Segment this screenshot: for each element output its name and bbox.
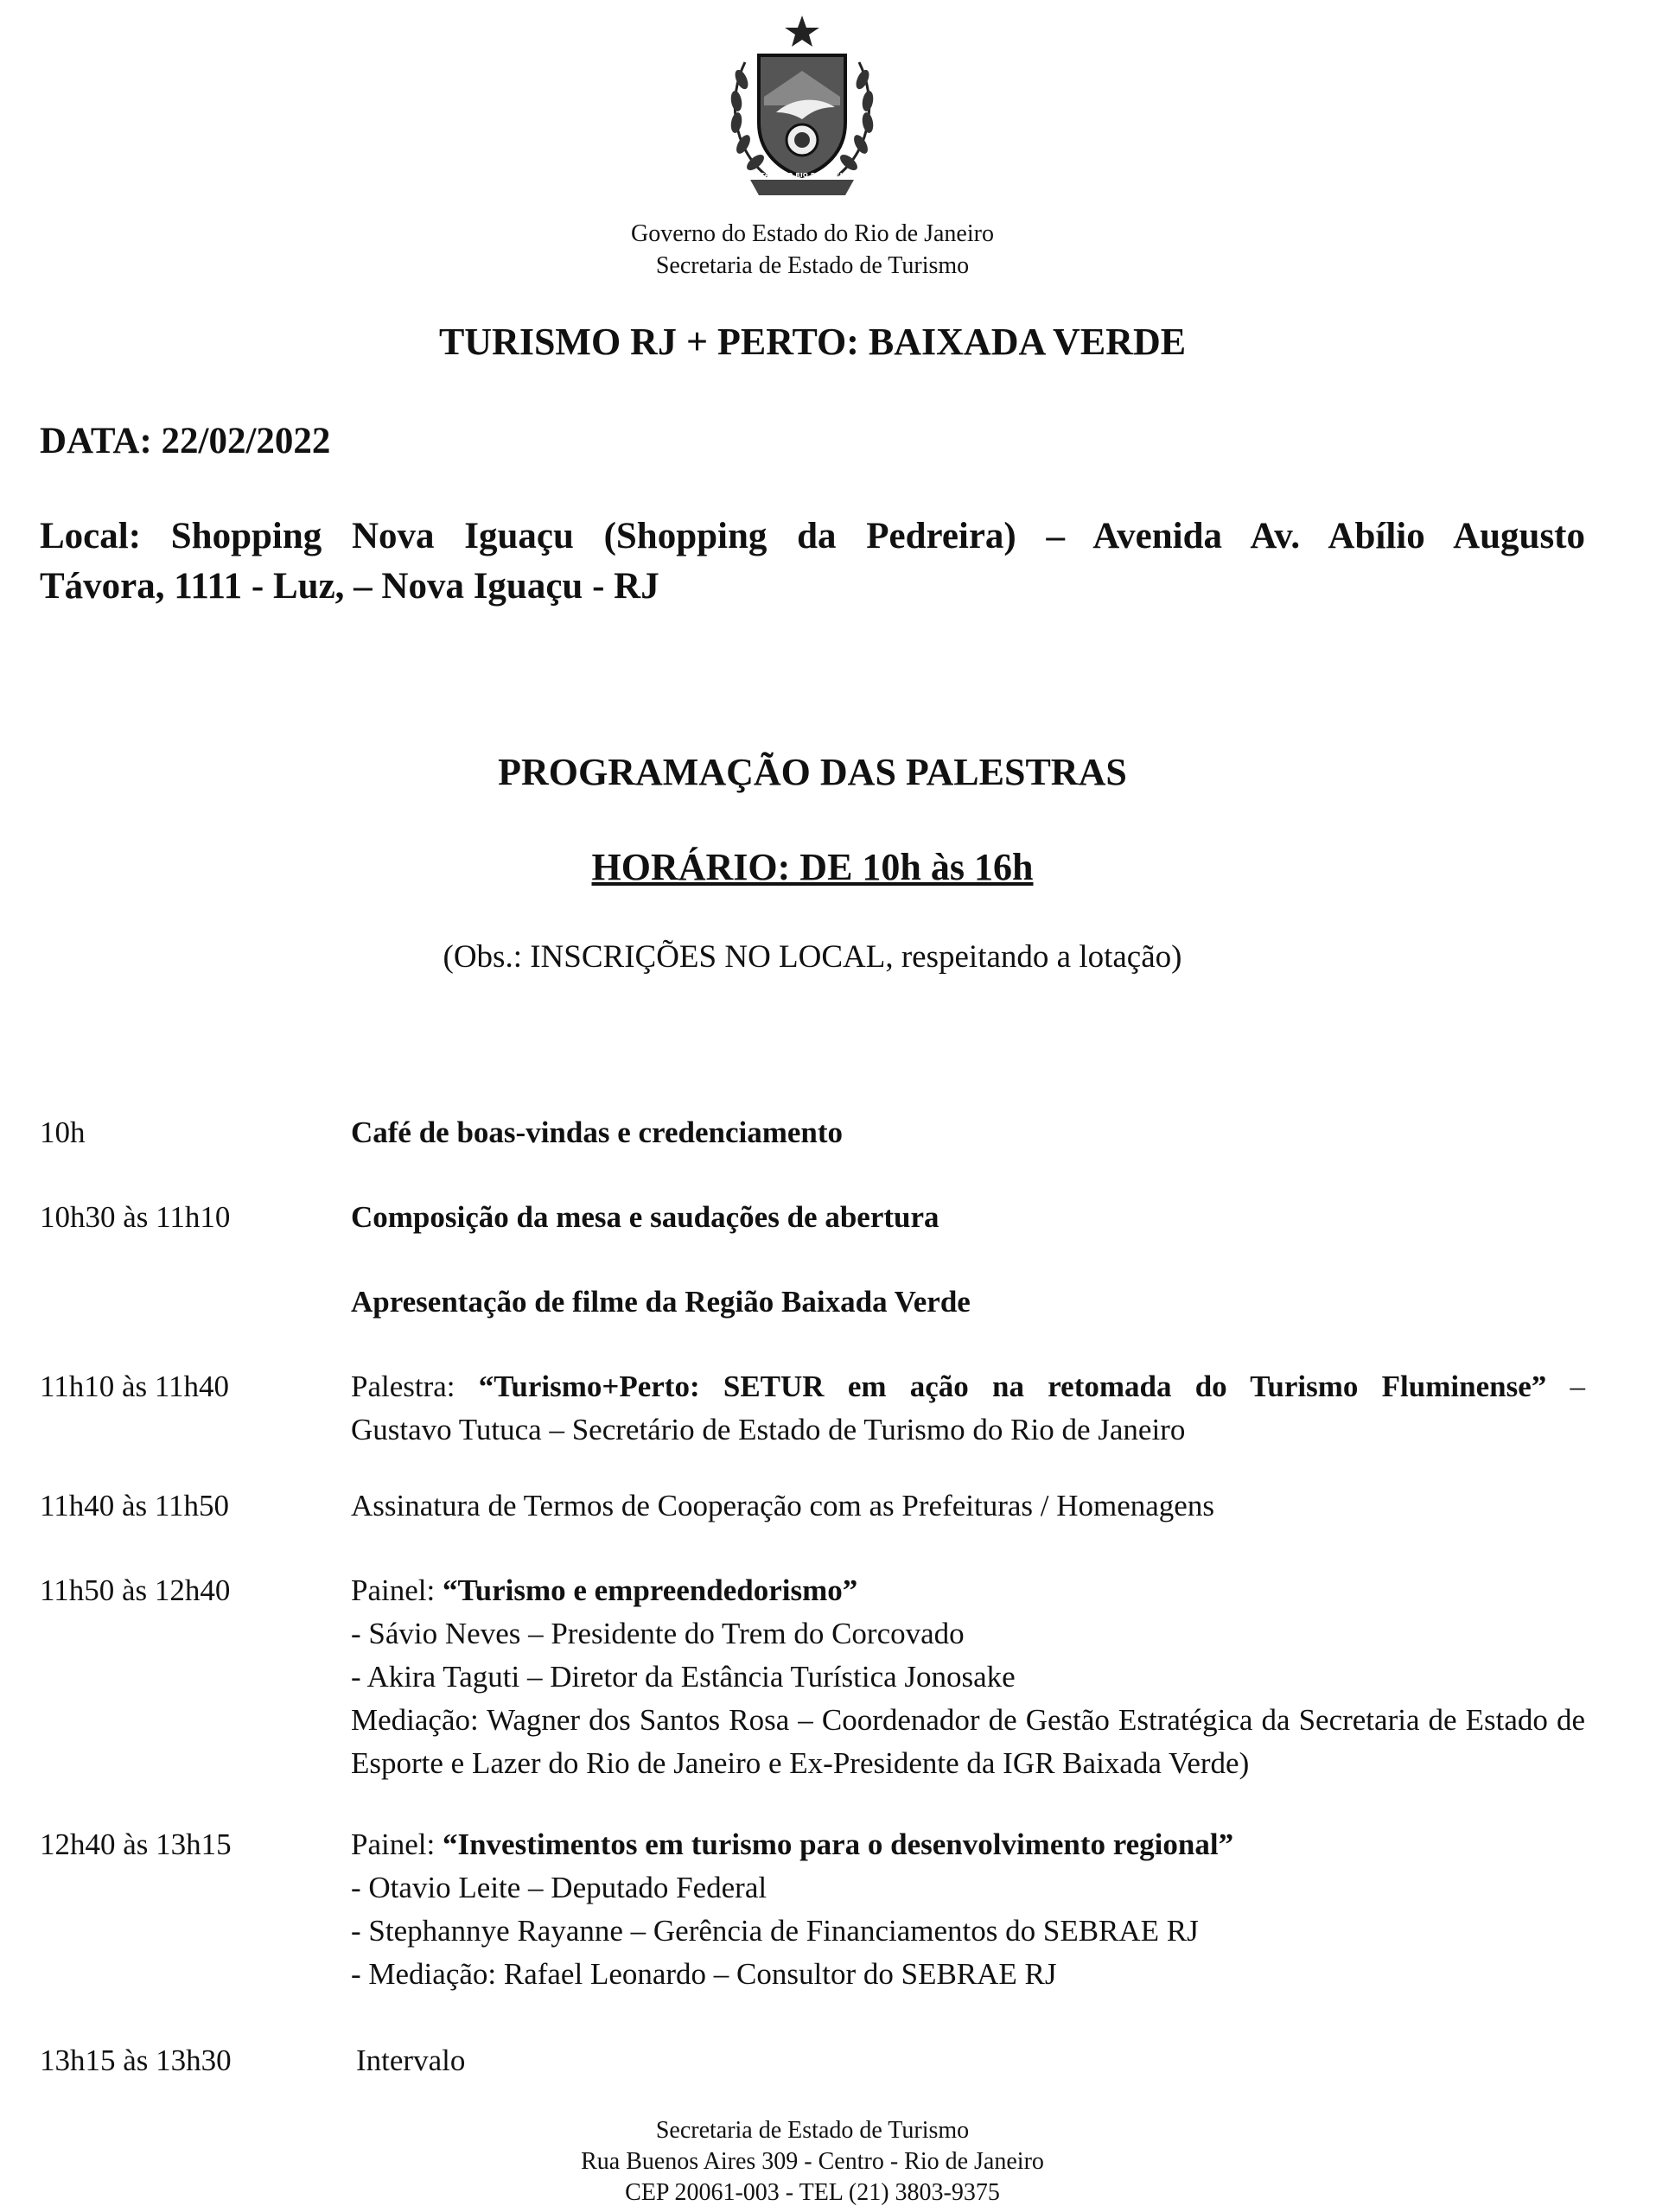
emblem-ribbon-text: ESTADO DO RIO DE JANEIRO (751, 172, 853, 179)
schedule-speaker: - Otavio Leite – Deputado Federal (351, 1871, 767, 1904)
schedule-moderator: - Mediação: Rafael Leonardo – Consultor do SEBRAE RJ (351, 1957, 1057, 1991)
schedule-title: Composição da mesa e saudações de abertura (351, 1200, 939, 1234)
schedule-prefix: Painel: (351, 1827, 443, 1861)
schedule-speaker: - Sávio Neves – Presidente do Trem do Corcovado (351, 1617, 965, 1650)
event-date: DATA: 22/02/2022 (40, 421, 331, 461)
schedule-item (351, 1365, 1585, 1452)
schedule-item (351, 1196, 1585, 1239)
schedule-speaker: - Akira Taguti – Diretor da Estância Turística Jonosake (351, 1660, 1016, 1694)
document-title: TURISMO RJ + PERTO: BAIXADA VERDE (438, 321, 1187, 363)
schedule-item (356, 2039, 1590, 2082)
schedule-item (351, 1111, 1585, 1154)
schedule-item (351, 1823, 1585, 1996)
registration-note: (Obs.: INSCRIÇÕES NO LOCAL, respeitando a lotação) (443, 939, 1182, 975)
footer-address: Rua Buenos Aires 309 - Centro - Rio de Janeiro (581, 2148, 1044, 2175)
schedule-time: 12h40 às 13h15 (40, 1827, 232, 1861)
schedule-title: “Investimentos em turismo para o desenvolvimento regional” (442, 1827, 1234, 1861)
schedule-speaker: - Stephannye Rayanne – Gerência de Financiamentos do SEBRAE RJ (351, 1914, 1199, 1948)
schedule-title: “Turismo e empreendedorismo” (442, 1573, 858, 1607)
schedule-speaker: Gustavo Tutuca – Secretário de Estado de Turismo do Rio de Janeiro (351, 1413, 1186, 1446)
footer-secretariat: Secretaria de Estado de Turismo (655, 2117, 970, 2144)
schedule-title: Café de boas-vindas e credenciamento (351, 1116, 844, 1149)
schedule-title: Apresentação de filme da Região Baixada Verde (351, 1285, 971, 1319)
location-line-2: Távora, 1111 - Luz, – Nova Iguaçu - RJ (40, 566, 659, 607)
schedule-suffix: – (1546, 1370, 1585, 1403)
schedule-item (351, 1281, 1585, 1324)
event-location (40, 512, 1585, 612)
schedule-time: 10h30 às 11h10 (40, 1200, 231, 1234)
program-title: PROGRAMAÇÃO DAS PALESTRAS (498, 751, 1127, 793)
schedule-time: 11h50 às 12h40 (40, 1573, 231, 1607)
schedule-title: Assinatura de Termos de Cooperação com as Prefeituras / Homenagens (351, 1489, 1214, 1522)
schedule-moderator: Mediação: Wagner dos Santos Rosa – Coordenador de Gestão Estratégica da Secretaria de Estado de Esporte e Lazer do Rio de Janeiro e Ex-Presidente da IGR Baixada Verde) (351, 1703, 1585, 1780)
schedule-title: “Turismo+Perto: SETUR em ação na retomada do Turismo Fluminense” (478, 1370, 1547, 1403)
footer-contact: CEP 20061-003 - TEL (21) 3803-9375 (625, 2179, 1000, 2206)
schedule-prefix: Palestra: (351, 1370, 479, 1403)
location-line-1: Local: Shopping Nova Iguaçu (Shopping da Pedreira) – Avenida Av. Abílio Augusto (40, 516, 1585, 556)
schedule-time: 11h10 às 11h40 (40, 1370, 230, 1403)
secretariat-name: Secretaria de Estado de Turismo (655, 252, 970, 279)
schedule-title: Intervalo (356, 2044, 466, 2077)
schedule-prefix: Painel: (351, 1573, 443, 1607)
schedule-time: 13h15 às 13h30 (40, 2044, 232, 2077)
schedule-time: 10h (40, 1116, 86, 1149)
schedule-item (351, 1484, 1585, 1528)
government-name: Governo do Estado do Rio de Janeiro (631, 220, 994, 247)
schedule-item (351, 1569, 1585, 1785)
schedule-time: 11h40 às 11h50 (40, 1489, 230, 1522)
event-hours: HORÁRIO: DE 10h às 16h (591, 846, 1034, 888)
